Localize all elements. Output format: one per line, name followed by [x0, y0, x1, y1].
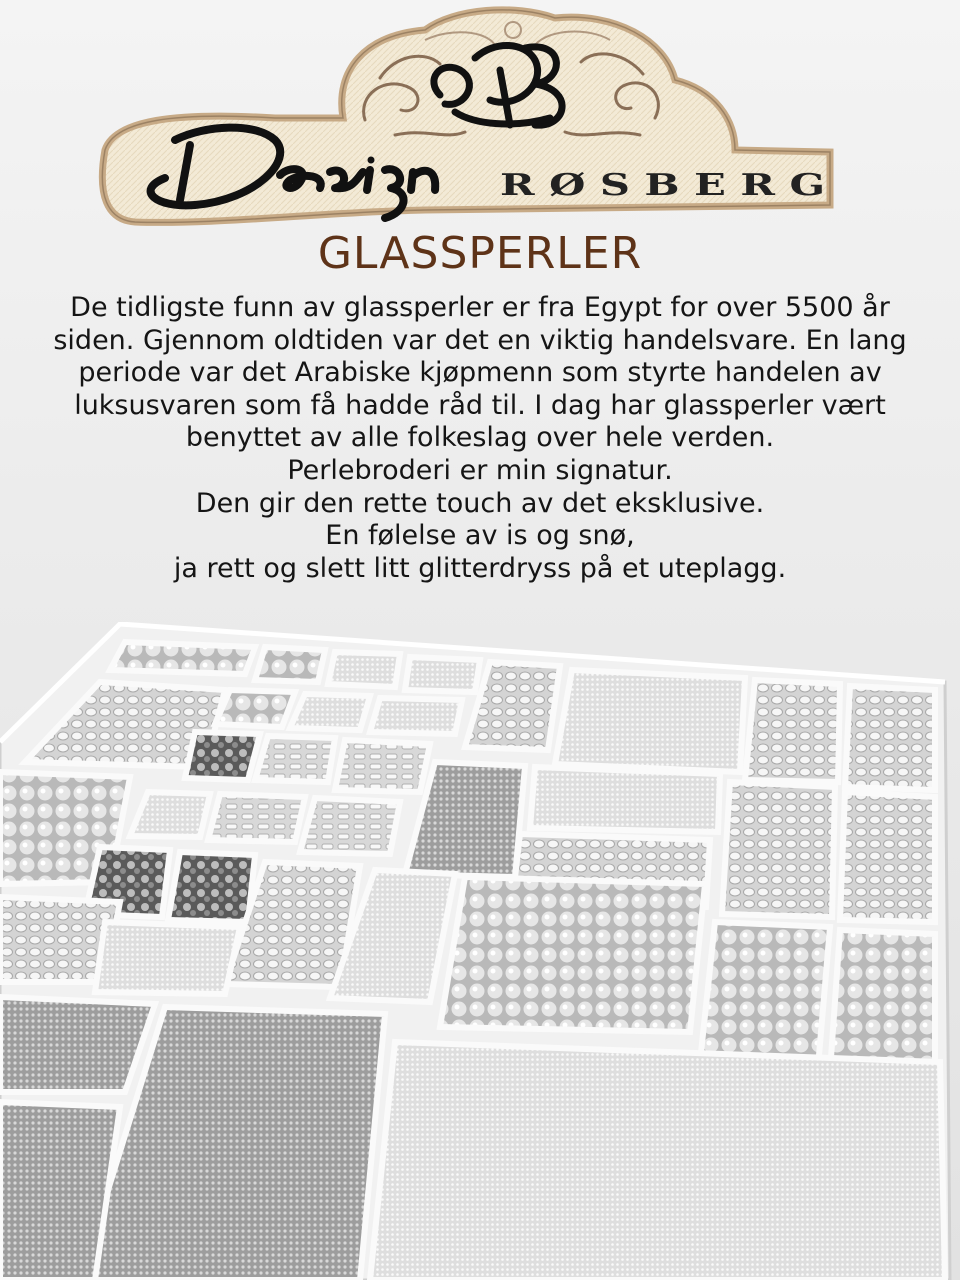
intro-line: benyttet av alle folkeslag over hele verden. [185, 422, 775, 454]
intro-line: En følelse av is og snø, [325, 520, 635, 552]
intro-line: Den gir den rette touch av det eksklusive. [195, 487, 765, 519]
svg-text:R Ø S B E R G: R Ø S B E R G [500, 168, 825, 203]
intro-line: Perlebroderi er min signatur. [287, 454, 673, 486]
page-title: GLASSPERLER [317, 228, 643, 279]
intro-text [10, 292, 950, 585]
intro-line: periode var det Arabiske kjøpmenn som styrte handelen av [78, 357, 882, 389]
intro-line: ja rett og slett litt glitterdryss på et uteplagg. [173, 552, 787, 584]
intro-line: De tidligste funn av glassperler er fra Egypt for over 5500 år [70, 292, 890, 323]
intro-line: siden. Gjennom oldtiden var det en viktig handelsvare. En lang [53, 324, 907, 356]
intro-line: luksusvaren som få hadde råd til. I dag har glassperler vært [74, 389, 886, 421]
design-rosberg-logo-patch [95, 0, 855, 235]
bead-tray-photo [0, 622, 960, 1280]
